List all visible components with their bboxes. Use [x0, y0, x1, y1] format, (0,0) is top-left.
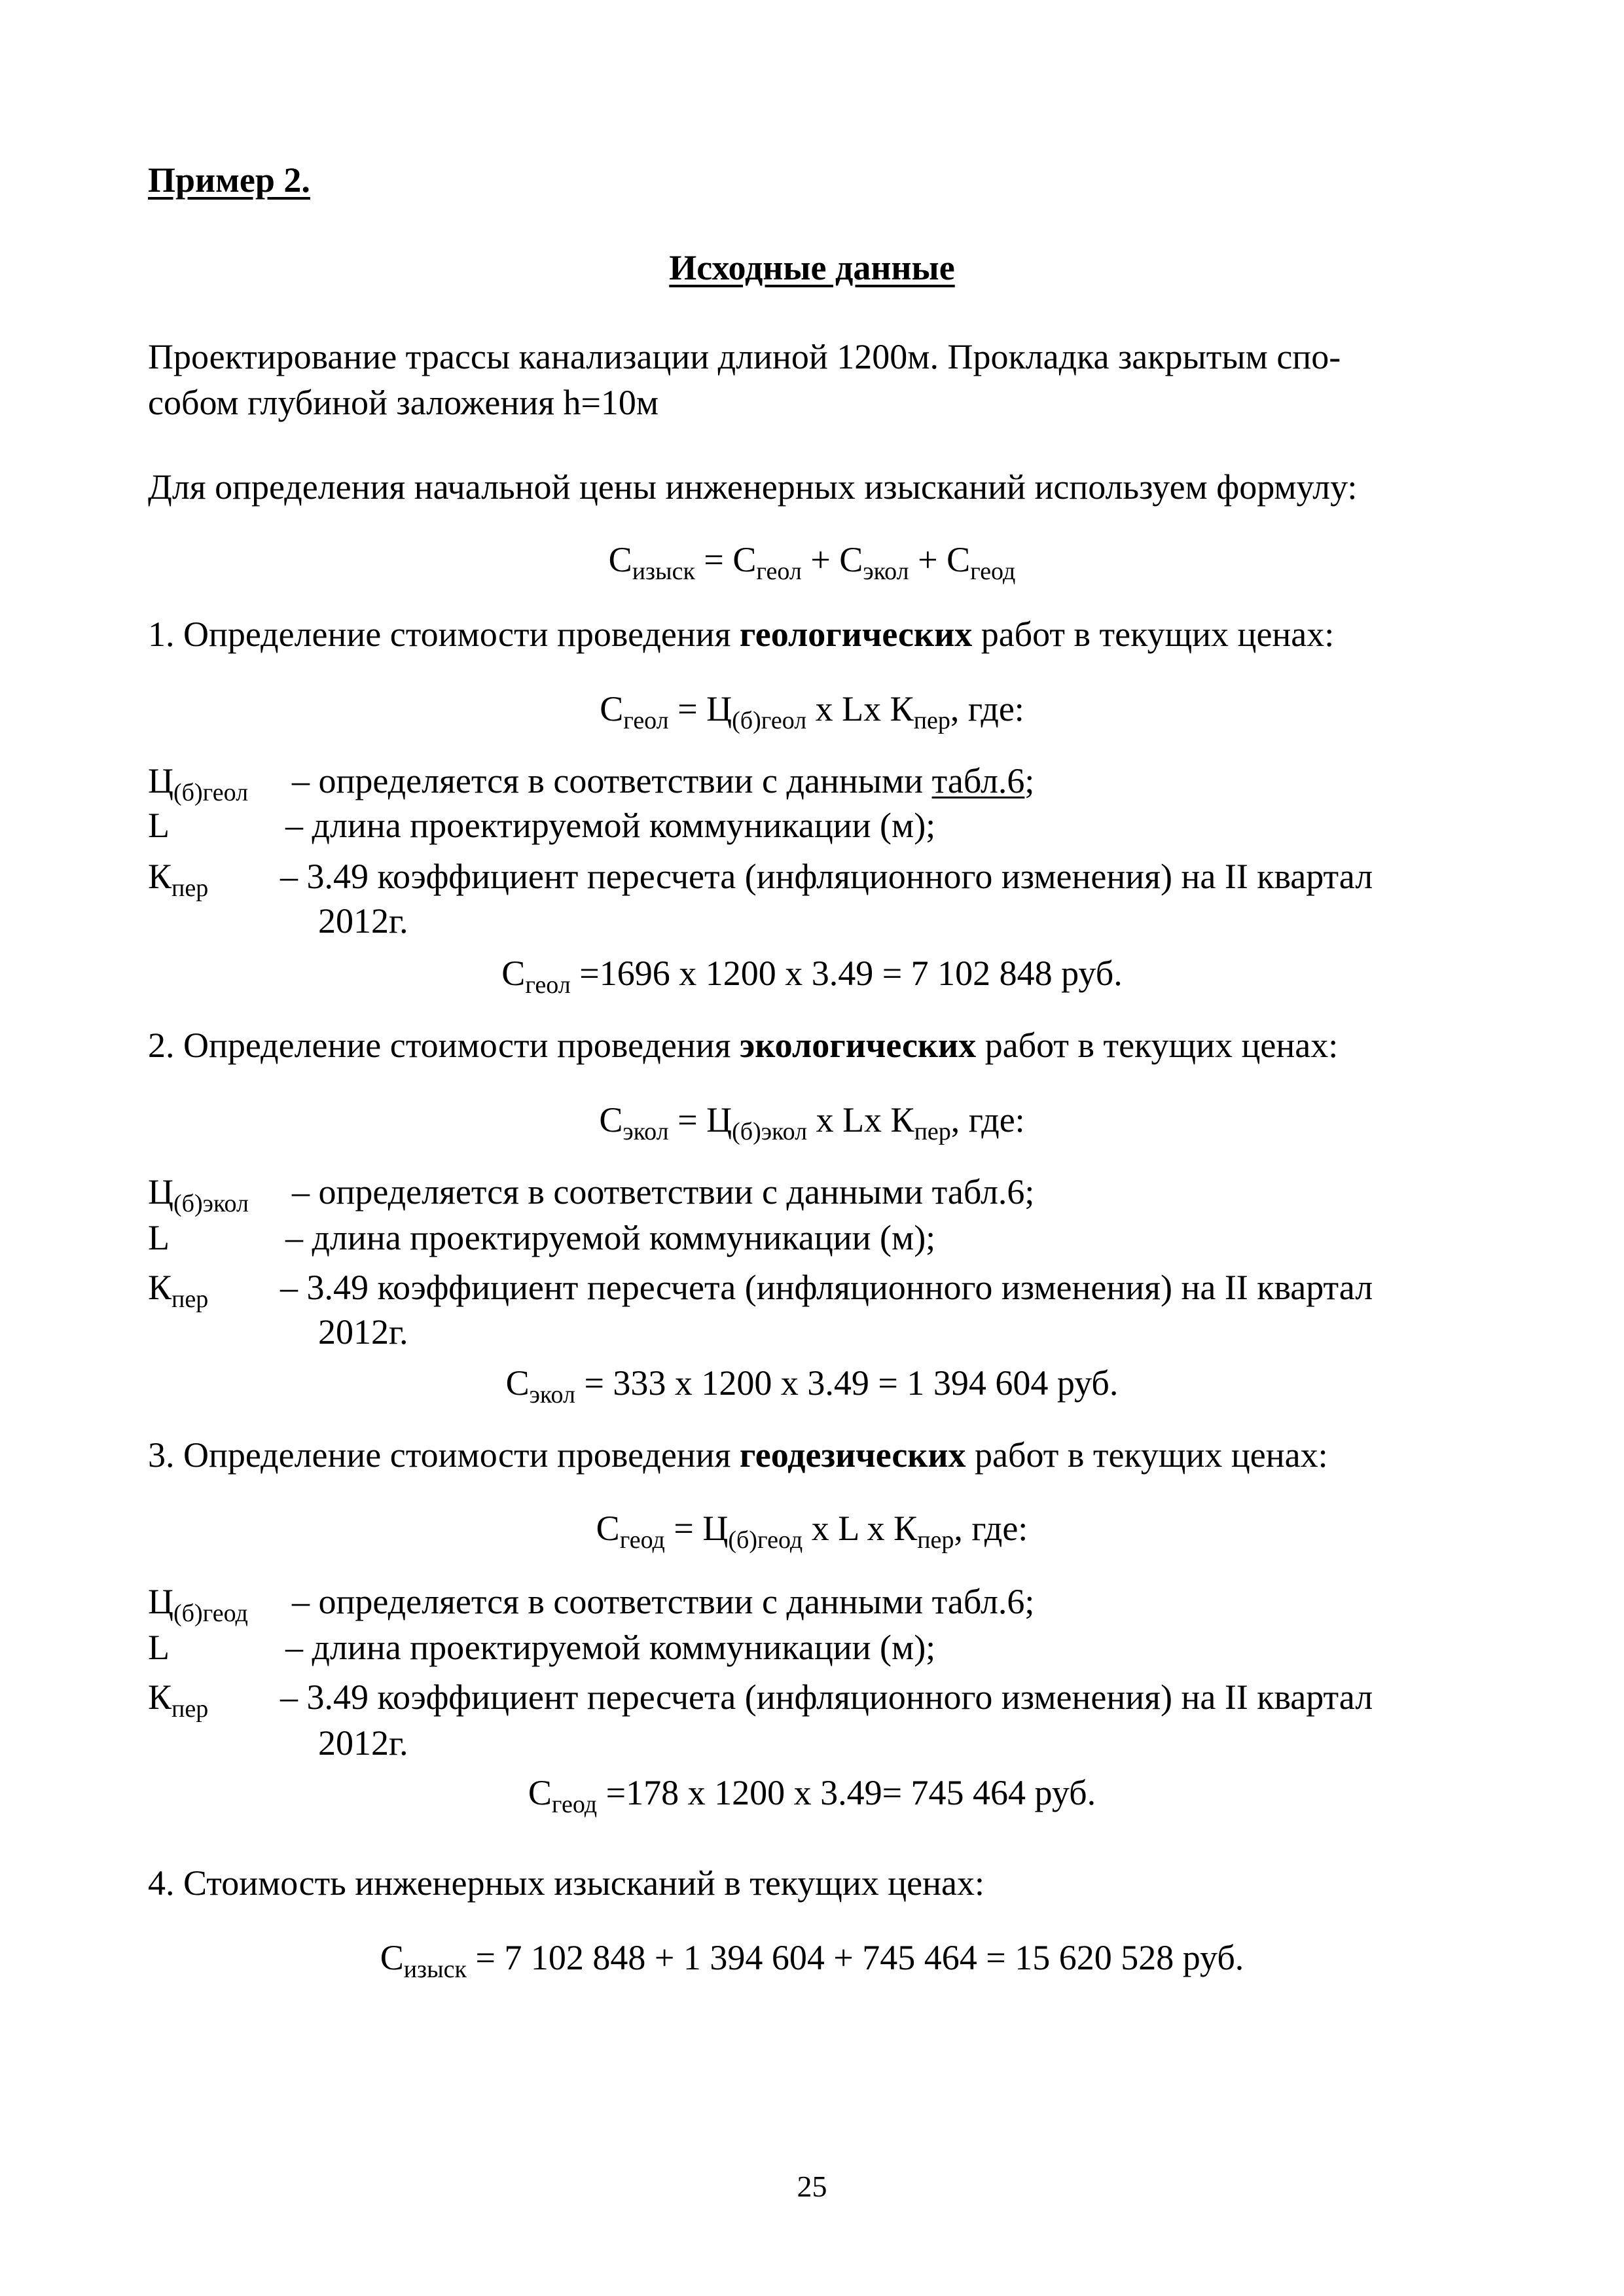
section-1-def-l-symbol: L: [148, 806, 170, 845]
section-2-def-ts-symbol: $Ц_{(б)экол}$: [148, 1172, 249, 1217]
page-number: 25: [797, 2170, 827, 2203]
section-3-def-k-symbol: $К_{пер}$: [148, 1677, 209, 1723]
main-formula: $С_{изыск} = С_{геол} + С_{экол} + С_{геод}$: [608, 540, 1016, 585]
section-subheading: Исходные данные: [669, 248, 955, 287]
section-3-def-ts-text: – определяется в соответствии с данными табл.6;: [292, 1582, 1035, 1621]
section-2-def-k-text: – 3.49 коэффициент пересчета (инфляционного изменения) на II квартал: [280, 1268, 1373, 1307]
section-1-formula: $С_{геол} = Ц_{(б)геол}$ x Lх $К_{пер}$, где:: [600, 689, 1024, 734]
section-3-def-ts-symbol: $Ц_{(б)геод}$: [148, 1582, 248, 1627]
section-2-def-k-cont: 2012г.: [318, 1312, 408, 1352]
section-1-def-ts-text: – определяется в соответствии с данными табл.6;: [292, 761, 1035, 800]
section-3-result: $С_{геод} =178$ х 1200 х 3.49= 745 464 руб.: [528, 1773, 1096, 1818]
section-2-def-k-symbol: $К_{пер}$: [148, 1268, 209, 1313]
section-1-result: $С_{геол} =1696$ х 1200 х 3.49 = 7 102 848 руб.: [501, 954, 1123, 999]
section-1-def-ts-symbol: $Ц_{(б)геол}$: [148, 761, 249, 806]
section-3-def-k-cont: 2012г.: [318, 1723, 408, 1763]
section-2-def-l-text: – длина проектируемой коммуникации (м);: [285, 1218, 936, 1257]
example-heading: Пример 2.: [148, 160, 310, 200]
total-result: $С_{изыск} = 7$ 102 848 + 1 394 604 + 745 464 = 15 620 528 руб.: [380, 1938, 1244, 1983]
section-2-def-l-symbol: L: [148, 1218, 170, 1257]
section-2-title: 2. Определение стоимости проведения экологических работ в текущих ценах:: [148, 1026, 1339, 1065]
total-title: 4. Стоимость инженерных изысканий в текущих ценах:: [148, 1863, 985, 1903]
section-3-def-l-text: – длина проектируемой коммуникации (м);: [285, 1628, 936, 1667]
section-3-title: 3. Определение стоимости проведения геодезических работ в текущих ценах:: [148, 1435, 1328, 1475]
section-2-formula: $С_{экол} = Ц_{(б)экол}$ x Lх $К_{пер}$, где:: [599, 1100, 1025, 1145]
section-1-title: 1. Определение стоимости проведения геологических работ в текущих ценах:: [148, 615, 1335, 654]
section-3-def-k-text: – 3.49 коэффициент пересчета (инфляционного изменения) на II квартал: [280, 1677, 1373, 1717]
section-2-result: $С_{экол} = 333$ х 1200 х 3.49 = 1 394 604 руб.: [505, 1363, 1119, 1408]
lead-text: Для определения начальной цены инженерных изысканий используем формулу:: [148, 467, 1358, 507]
section-1-def-l-text: – длина проектируемой коммуникации (м);: [285, 806, 936, 845]
section-1-def-k-cont: 2012г.: [318, 901, 408, 941]
intro-line-1: Проектирование трассы канализации длиной 1200м. Прокладка закрытым спо-: [148, 337, 1341, 376]
section-3-formula: $С_{геод} = Ц_{(б)геод}$ x L x $К_{пер}$, где:: [596, 1509, 1028, 1554]
section-1-def-k-text: – 3.49 коэффициент пересчета (инфляционного изменения) на II квартал: [280, 857, 1373, 896]
section-2-def-ts-text: – определяется в соответствии с данными табл.6;: [292, 1172, 1035, 1211]
section-1-def-k-symbol: $К_{пер}$: [148, 857, 209, 902]
intro-line-2: собом глубиной заложения h=10м: [148, 383, 659, 422]
table-6-link[interactable]: табл.6: [931, 761, 1025, 800]
section-3-def-l-symbol: L: [148, 1628, 170, 1667]
